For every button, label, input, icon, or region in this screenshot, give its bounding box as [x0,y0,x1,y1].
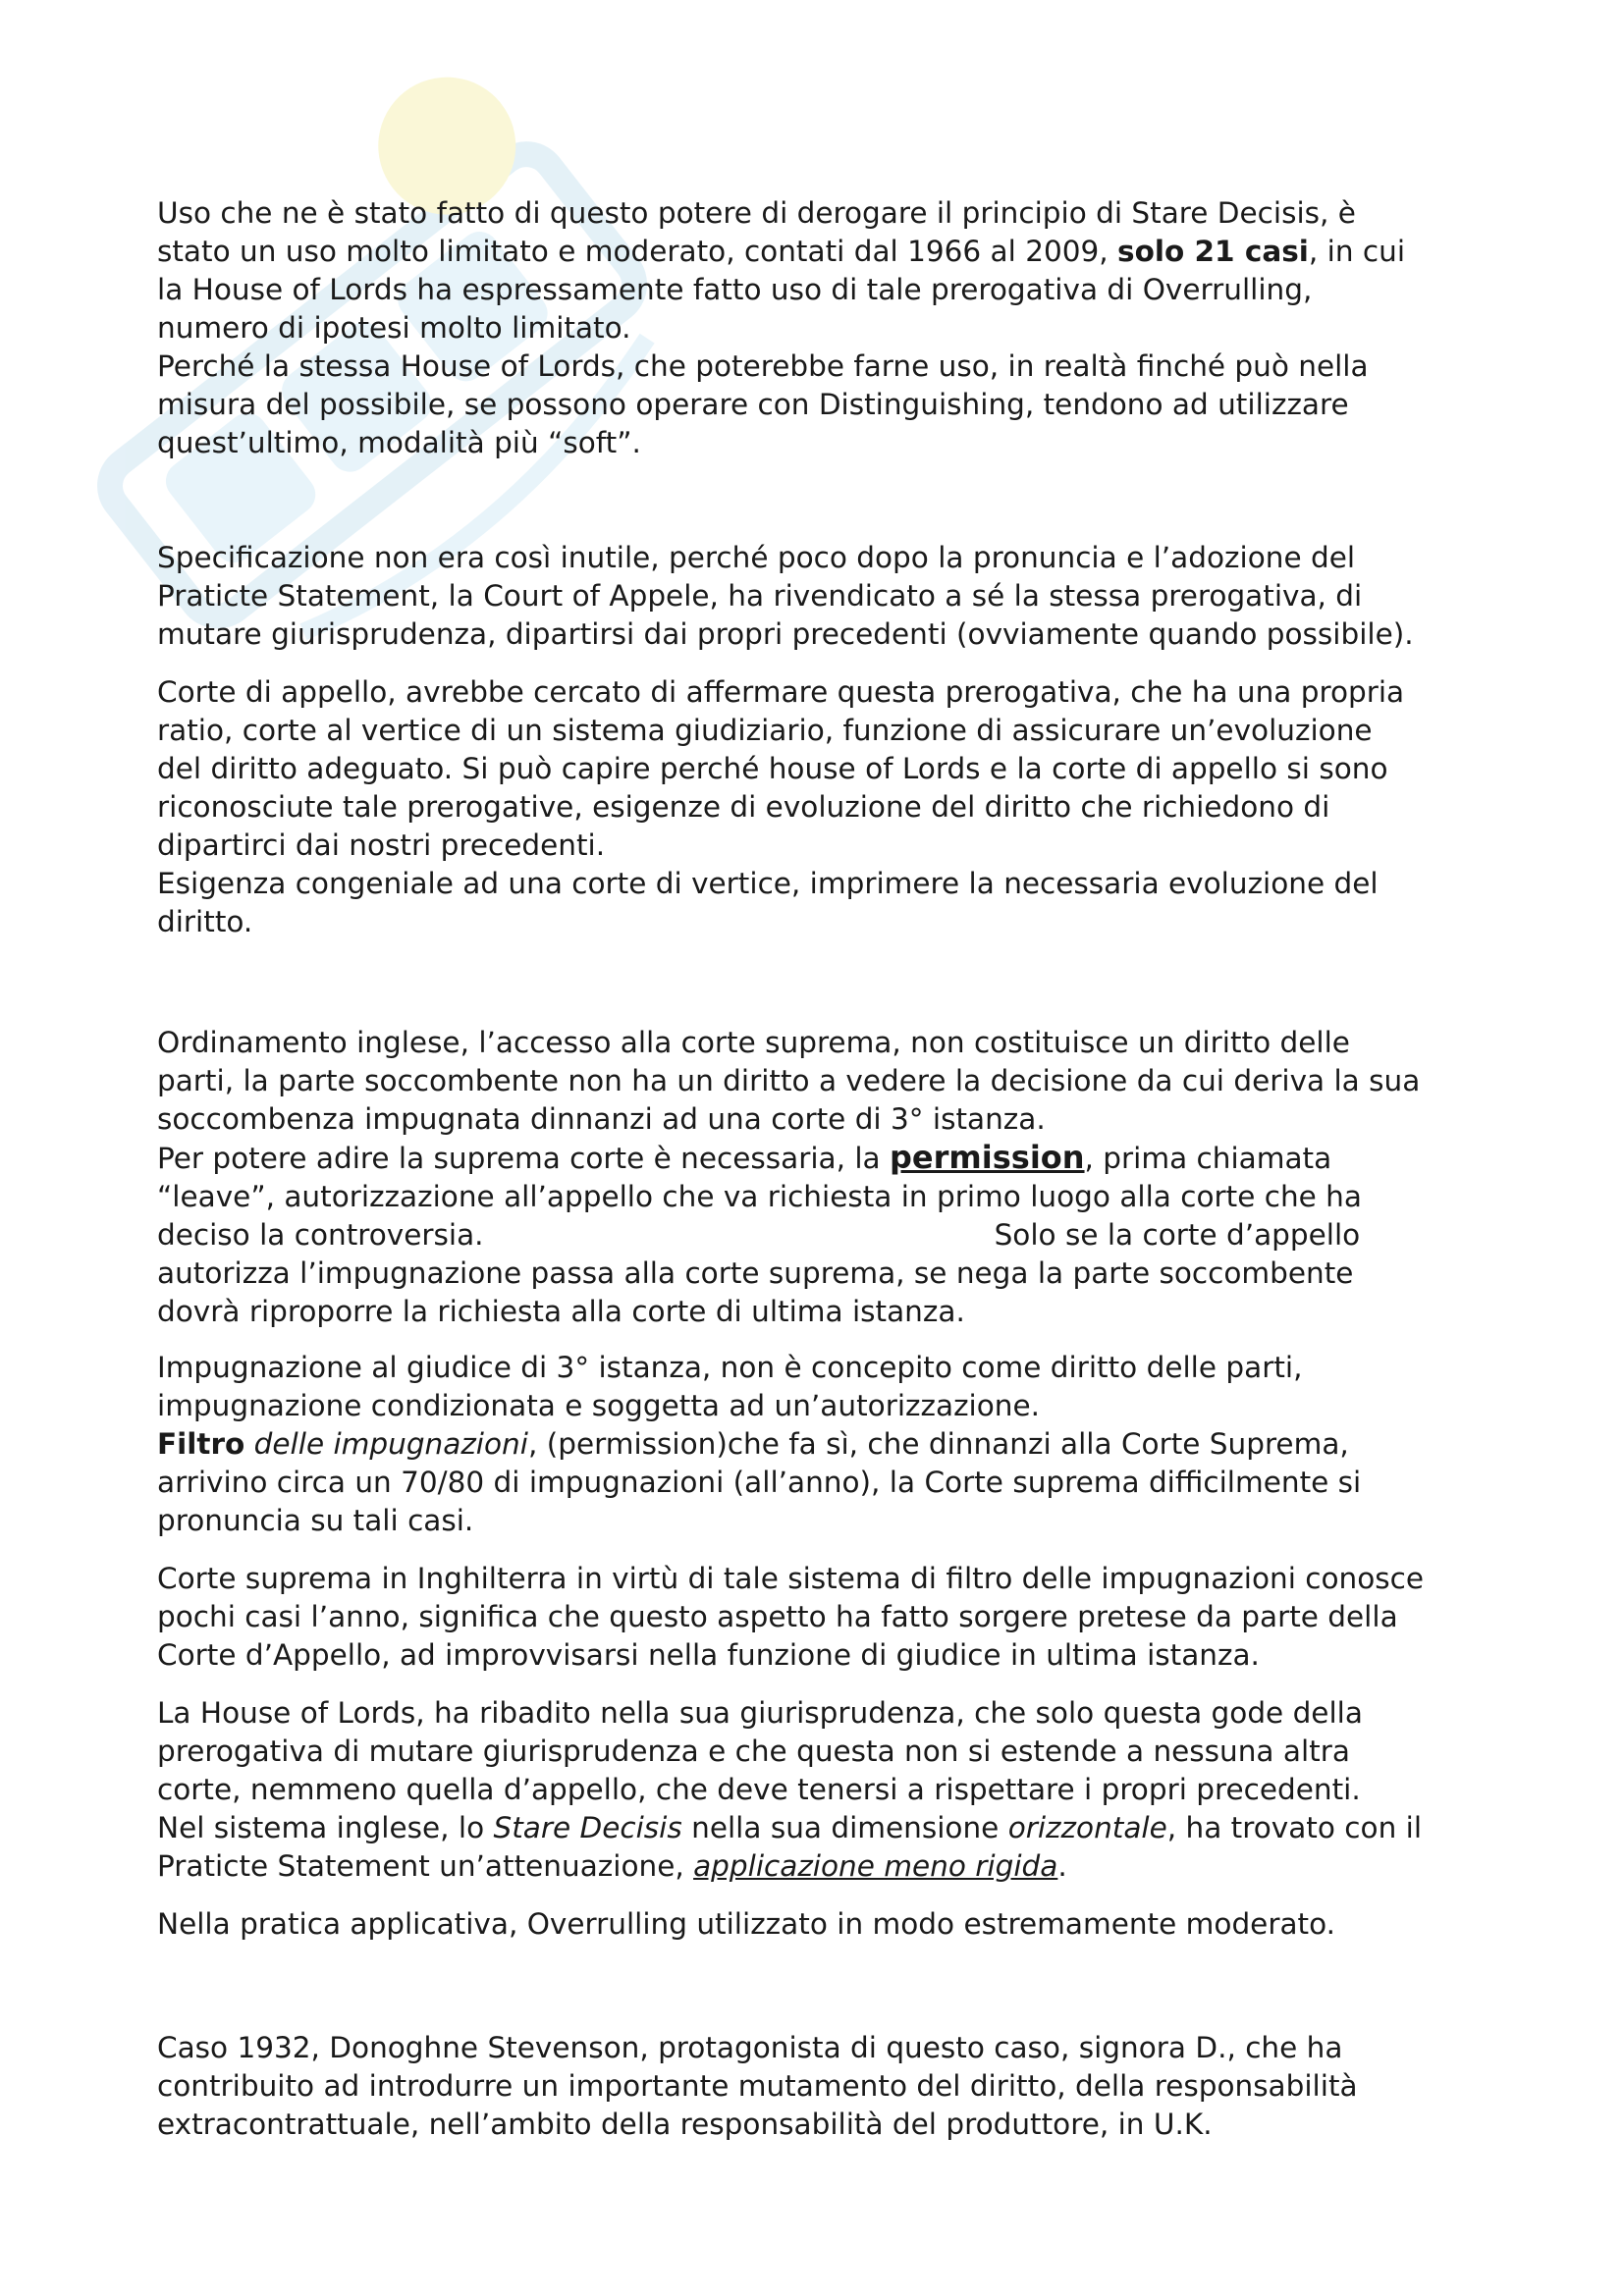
text-line: Praticte Statement, la Court of Appele, ha rivendicato a sé la stessa prerogativa, di [157,579,1363,613]
text-line: Esigenza congeniale ad una corte di vertice, imprimere la necessaria evoluzione del [157,867,1379,900]
text-line [157,1139,1492,1178]
paragraph-7 [157,1694,1492,1886]
text-line: corte, nemmeno quella d’appello, che deve tenersi a rispettare i propri precedenti. [157,1773,1361,1806]
text-line: Specificazione non era così inutile, perché poco dopo la pronuncia e l’adozione del [157,541,1356,574]
italic-underlined-text: applicazione meno rigida [693,1849,1058,1883]
text-line: autorizza l’impugnazione passa alla corte suprema, se nega la parte soccombente [157,1256,1354,1290]
text-line: Caso 1932, Donoghne Stevenson, protagonista di questo caso, signora D., che ha [157,2031,1343,2064]
text-line: pronuncia su tali casi. [157,1504,474,1537]
paragraph-6 [157,1560,1492,1675]
text-line [157,1847,1492,1886]
text-line: dovrà riproporre la richiesta alla corte di ultima istanza. [157,1295,965,1328]
text-span: Solo se la corte d’appello [994,1218,1361,1252]
italic-text: orizzontale [1007,1811,1167,1844]
text-line: ratio, corte al vertice di un sistema giudiziario, funzione di assicurare un’evoluzione [157,714,1373,747]
text-line: Impugnazione al giudice di 3° istanza, non è concepito come diritto delle parti, [157,1351,1303,1384]
italic-text: delle impugnazioni [244,1427,528,1461]
text-line: quest’ultimo, modalità più “soft”. [157,426,641,459]
text-line: la House of Lords ha espressamente fatto uso di tale prerogativa di Overrulling, [157,273,1313,306]
italic-text: Stare Decisis [493,1811,682,1844]
text-line: Corte d’Appello, ad improvvisarsi nella funzione di giudice in ultima istanza. [157,1638,1260,1672]
text-line: “leave”, autorizzazione all’appello che va richiesta in primo luogo alla corte che ha [157,1180,1362,1213]
text-span: , (permission)che fa sì, che dinnanzi alla Corte Suprema, [527,1427,1349,1461]
text-line: numero di ipotesi molto limitato. [157,311,631,345]
bold-text: solo 21 casi [1117,235,1309,268]
text-line: arrivino circa un 70/80 di impugnazioni (all’anno), la Corte suprema difficilmente si [157,1466,1362,1499]
text-span: , in cui [1308,235,1406,268]
text-line [157,1425,1492,1464]
text-span: deciso la controversia. [157,1218,484,1252]
text-line: dipartirci dai nostri precedenti. [157,828,606,862]
text-span: nella sua dimensione [681,1811,1008,1844]
text-line [157,1216,1492,1255]
text-line: Perché la stessa House of Lords, che poterebbe farne uso, in realtà finché può nella [157,349,1369,383]
text-line: riconosciute tale prerogative, esigenze di evoluzione del diritto che richiedono di [157,790,1330,824]
text-line: mutare giurisprudenza, dipartirsi dai propri precedenti (ovviamente quando possibile). [157,617,1414,651]
text-line: pochi casi l’anno, significa che questo aspetto ha fatto sorgere pretese da parte della [157,1600,1398,1633]
text-line: parti, la parte soccombente non ha un diritto a vedere la decisione da cui deriva la sua [157,1064,1421,1097]
text-line: Uso che ne è stato fatto di questo potere di derogare il principio di Stare Decisis, è [157,196,1356,230]
paragraph-4 [157,1024,1492,1331]
text-span: Per potere adire la suprema corte è necessaria, la [157,1142,891,1175]
text-line: Corte di appello, avrebbe cercato di affermare questa prerogativa, che ha una propria [157,675,1405,709]
text-line: Ordinamento inglese, l’accesso alla corte suprema, non costituisce un diritto delle [157,1026,1350,1059]
text-span: , ha trovato con il [1166,1811,1423,1844]
text-line: del diritto adeguato. Si può capire perché house of Lords e la corte di appello si sono [157,752,1388,785]
text-span: Praticte Statement un’attenuazione, [157,1849,694,1883]
paragraph-2 [157,539,1492,654]
text-line: extracontrattuale, nell’ambito della responsabilità del produttore, in U.K. [157,2108,1213,2141]
text-span: stato un uso molto limitato e moderato, contati dal 1966 al 2009, [157,235,1118,268]
text-line: misura del possibile, se possono operare con Distinguishing, tendono ad utilizzare [157,388,1349,421]
text-span: Nel sistema inglese, lo [157,1811,494,1844]
text-line: soccombenza impugnata dinnanzi ad una corte di 3° istanza. [157,1102,1046,1136]
paragraph-1 [157,194,1492,462]
paragraph-3 [157,673,1492,941]
text-line [157,1809,1492,1847]
bold-text: Filtro [157,1427,245,1461]
text-line: La House of Lords, ha ribadito nella sua giurisprudenza, che solo questa gode della [157,1696,1363,1730]
paragraph-9 [157,2029,1492,2144]
paragraph-8 [157,1905,1492,1944]
text-line: diritto. [157,905,253,938]
text-line: Corte suprema in Inghilterra in virtù di tale sistema di filtro delle impugnazioni conosce [157,1562,1425,1595]
text-line [157,233,1492,271]
permission-term: permission [890,1139,1085,1176]
text-line: impugnazione condizionata e soggetta ad un’autorizzazione. [157,1389,1041,1422]
text-line: prerogativa di mutare giurisprudenza e che questa non si estende a nessuna altra [157,1735,1350,1768]
paragraph-5 [157,1349,1492,1540]
text-span: , prima chiamata [1084,1142,1332,1175]
text-line: contribuito ad introdurre un importante mutamento del diritto, della responsabilità [157,2069,1358,2103]
text-span: . [1057,1849,1067,1883]
text-line: Nella pratica applicativa, Overrulling utilizzato in modo estremamente moderato. [157,1907,1335,1941]
